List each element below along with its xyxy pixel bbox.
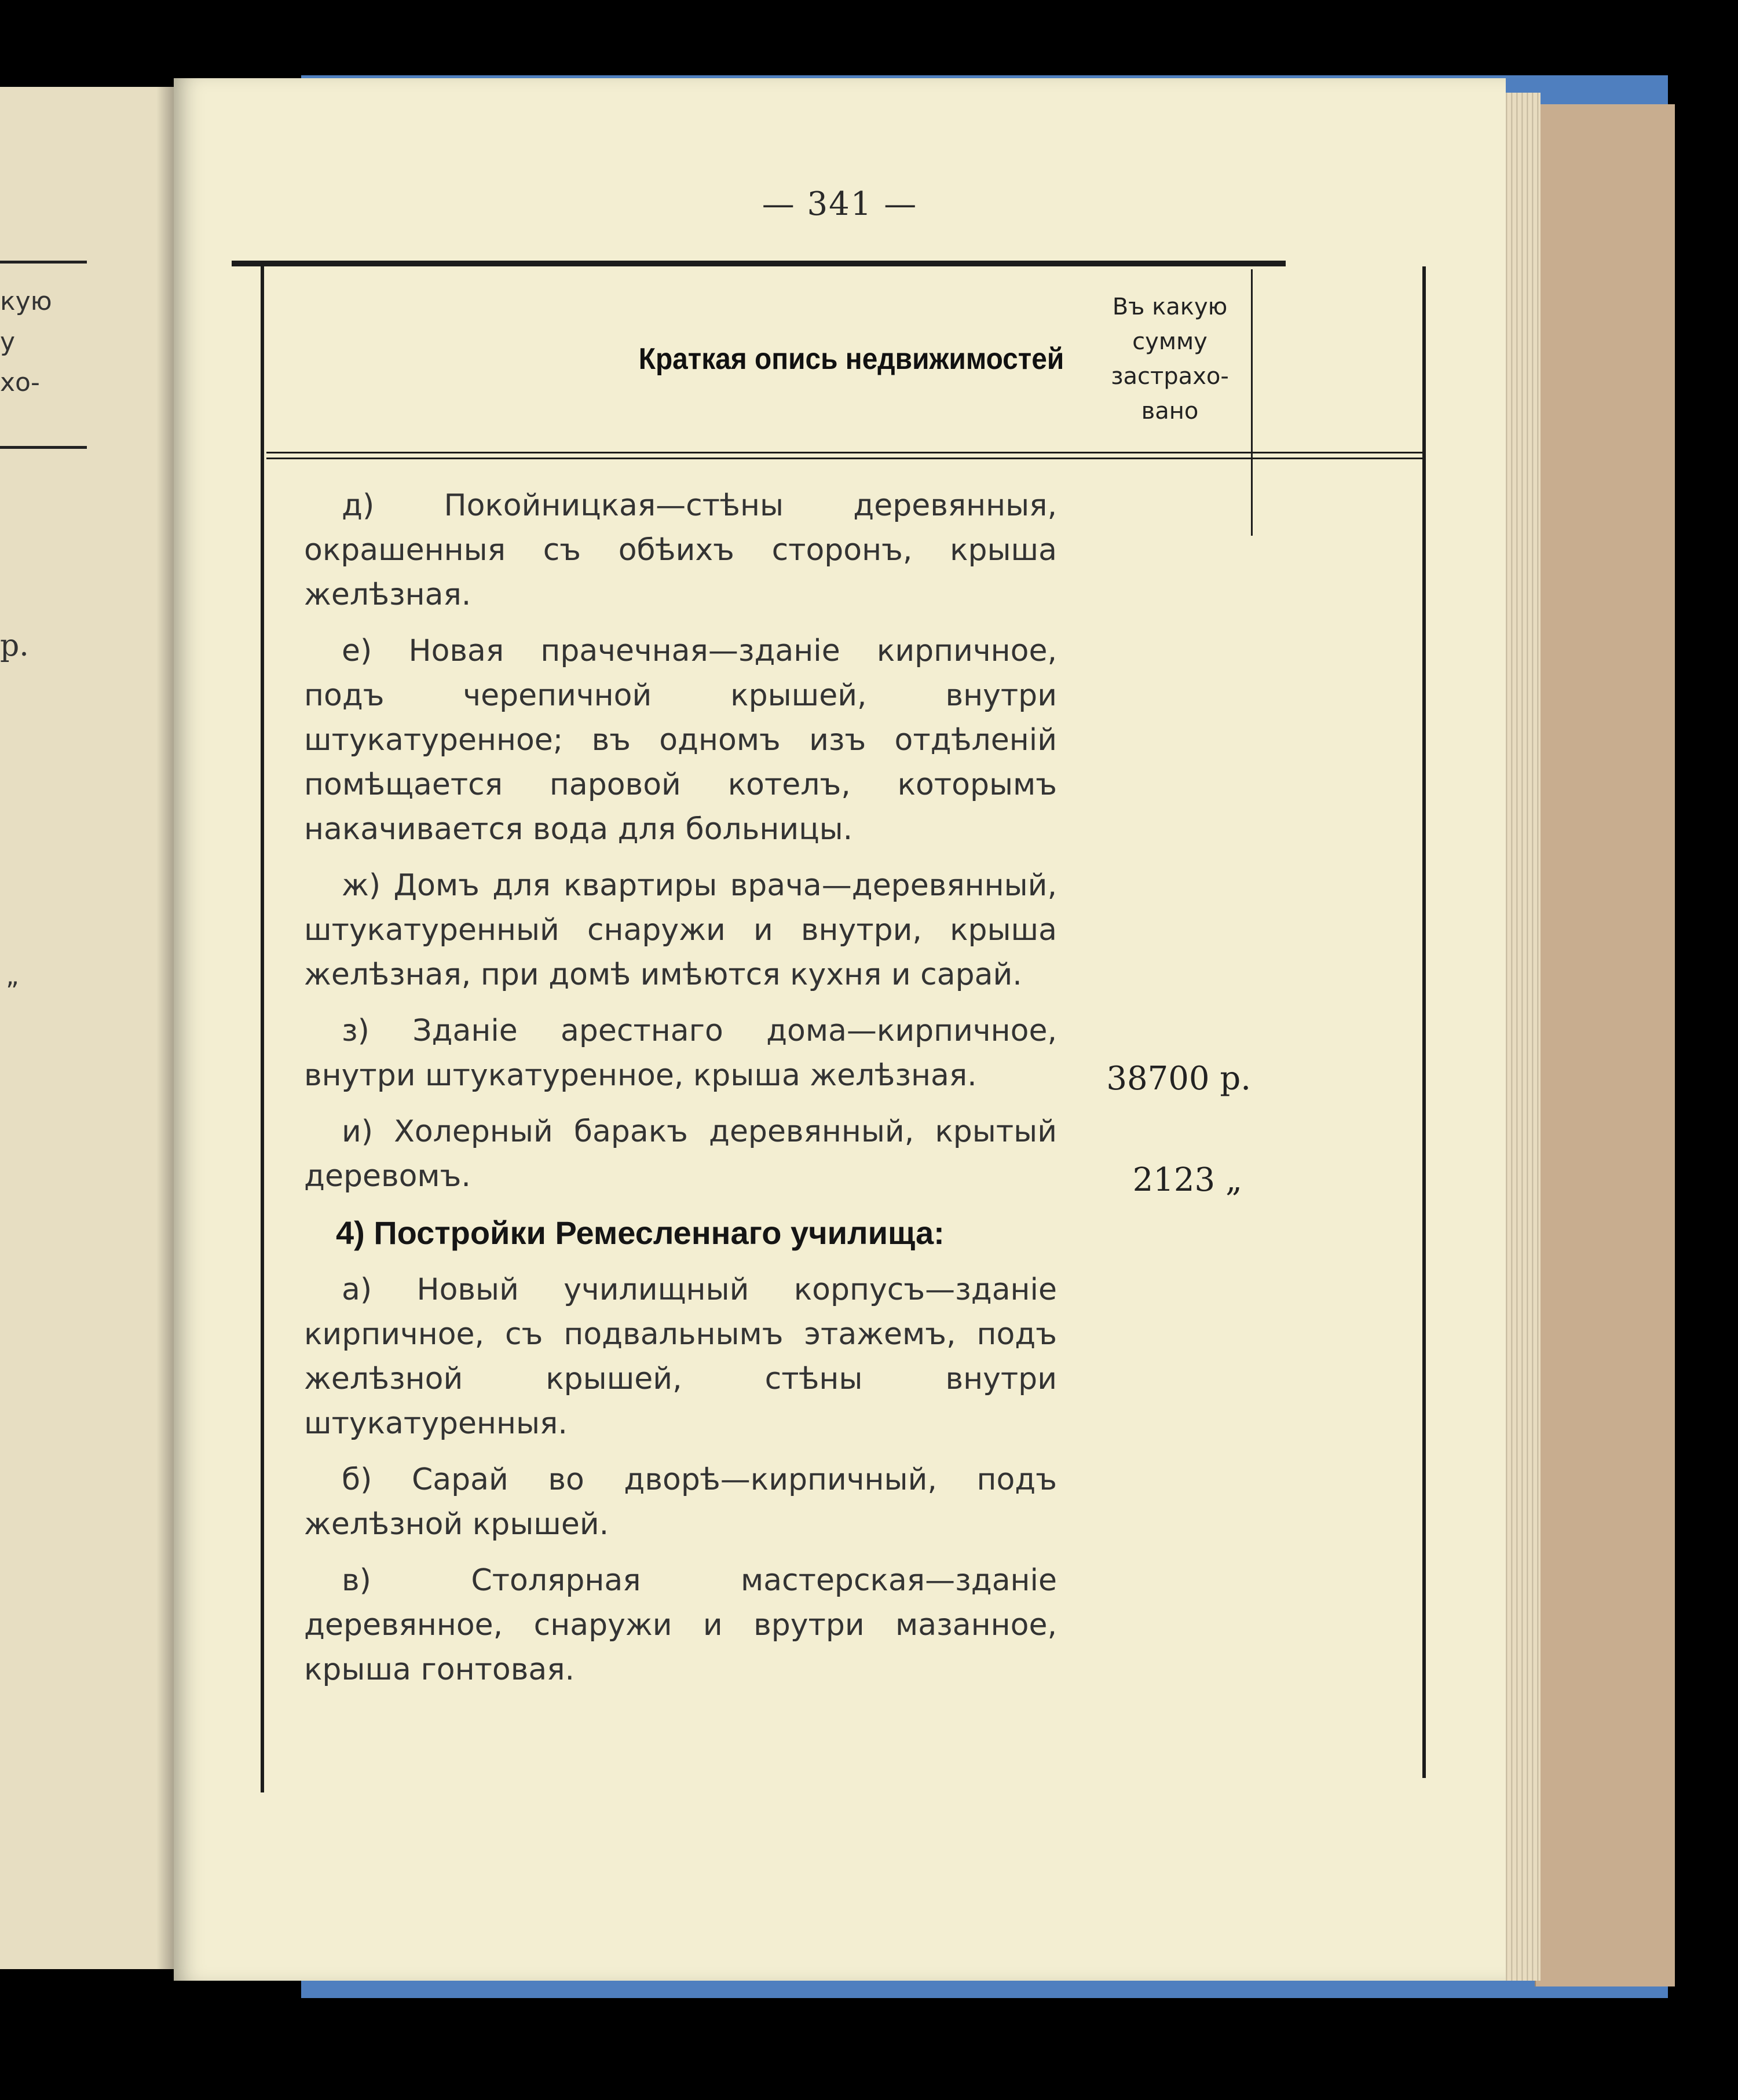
column-sum-line: Въ какую — [1112, 294, 1228, 320]
left-page — [0, 87, 180, 1969]
insured-sum: 38700 р. — [1106, 1060, 1251, 1097]
column-sum-line: сумму — [1132, 328, 1208, 355]
left-page-fragment: хо- — [0, 368, 40, 397]
column-title: Краткая опись недвижимостей — [638, 342, 1064, 376]
entry-paragraph: в) Столярная мастерская—зданіе деревянное, снаружи и врутри мазанное, крыша гонтовая. — [304, 1563, 1057, 1687]
left-page-fragment: „ — [6, 961, 19, 991]
top-rule — [232, 261, 1286, 266]
insured-sum: 2123 „ — [1132, 1161, 1242, 1199]
left-page-rule — [0, 261, 87, 264]
entry-paragraph: и) Холерный баракъ деревянный, крытый деревомъ. — [304, 1114, 1057, 1194]
header-rule — [266, 458, 1425, 459]
entry-paragraph: а) Новый училищный корпусъ—зданіе кирпичное, съ подвальнымъ этажемъ, подъ желѣзной крышей, стѣны внутри штукатуренныя. — [304, 1272, 1057, 1441]
header-rule — [266, 452, 1425, 453]
cover-board — [1535, 104, 1675, 1986]
inventory-text — [304, 484, 1057, 1704]
left-page-fragment: кую — [0, 287, 52, 316]
column-sum-header — [1089, 290, 1251, 429]
column-sum-line: вано — [1141, 398, 1199, 425]
entry-paragraph: з) Зданіе арестнаго дома—кирпичное, внутри штукатуренное, крыша желѣзная. — [304, 1014, 1057, 1093]
left-page-fragment: у — [0, 327, 16, 357]
entry-paragraph: б) Сарай во дворѣ—кирпичный, подъ желѣзной крышей. — [304, 1462, 1057, 1542]
entry-paragraph: д) Покойницкая—стѣны деревянныя, окрашенныя съ обѣихъ сторонъ, крыша желѣзная. — [304, 488, 1057, 612]
entry-paragraph: ж) Домъ для квартиры врача—деревянный, штукатуренный снаружи и внутри, крыша желѣзная, при домѣ имѣются кухня и сарай. — [304, 868, 1057, 992]
left-page-fragment: р. — [0, 628, 29, 663]
column-divider — [1251, 269, 1253, 536]
entry-paragraph: е) Новая прачечная—зданіе кирпичное, подъ черепичной крышей, внутри штукатуренное; въ одномъ изъ отдѣленій помѣщается паровой котелъ, которымъ накачивается вода для больницы. — [304, 634, 1057, 847]
table-left-border — [261, 266, 264, 1792]
section-heading: 4) Постройки Ремесленнаго училища: — [336, 1214, 945, 1251]
page-number: — 341 — — [762, 185, 918, 223]
column-sum-line: застрахо- — [1111, 363, 1229, 390]
left-page-rule — [0, 446, 87, 449]
bleed-through — [1268, 379, 1442, 1740]
